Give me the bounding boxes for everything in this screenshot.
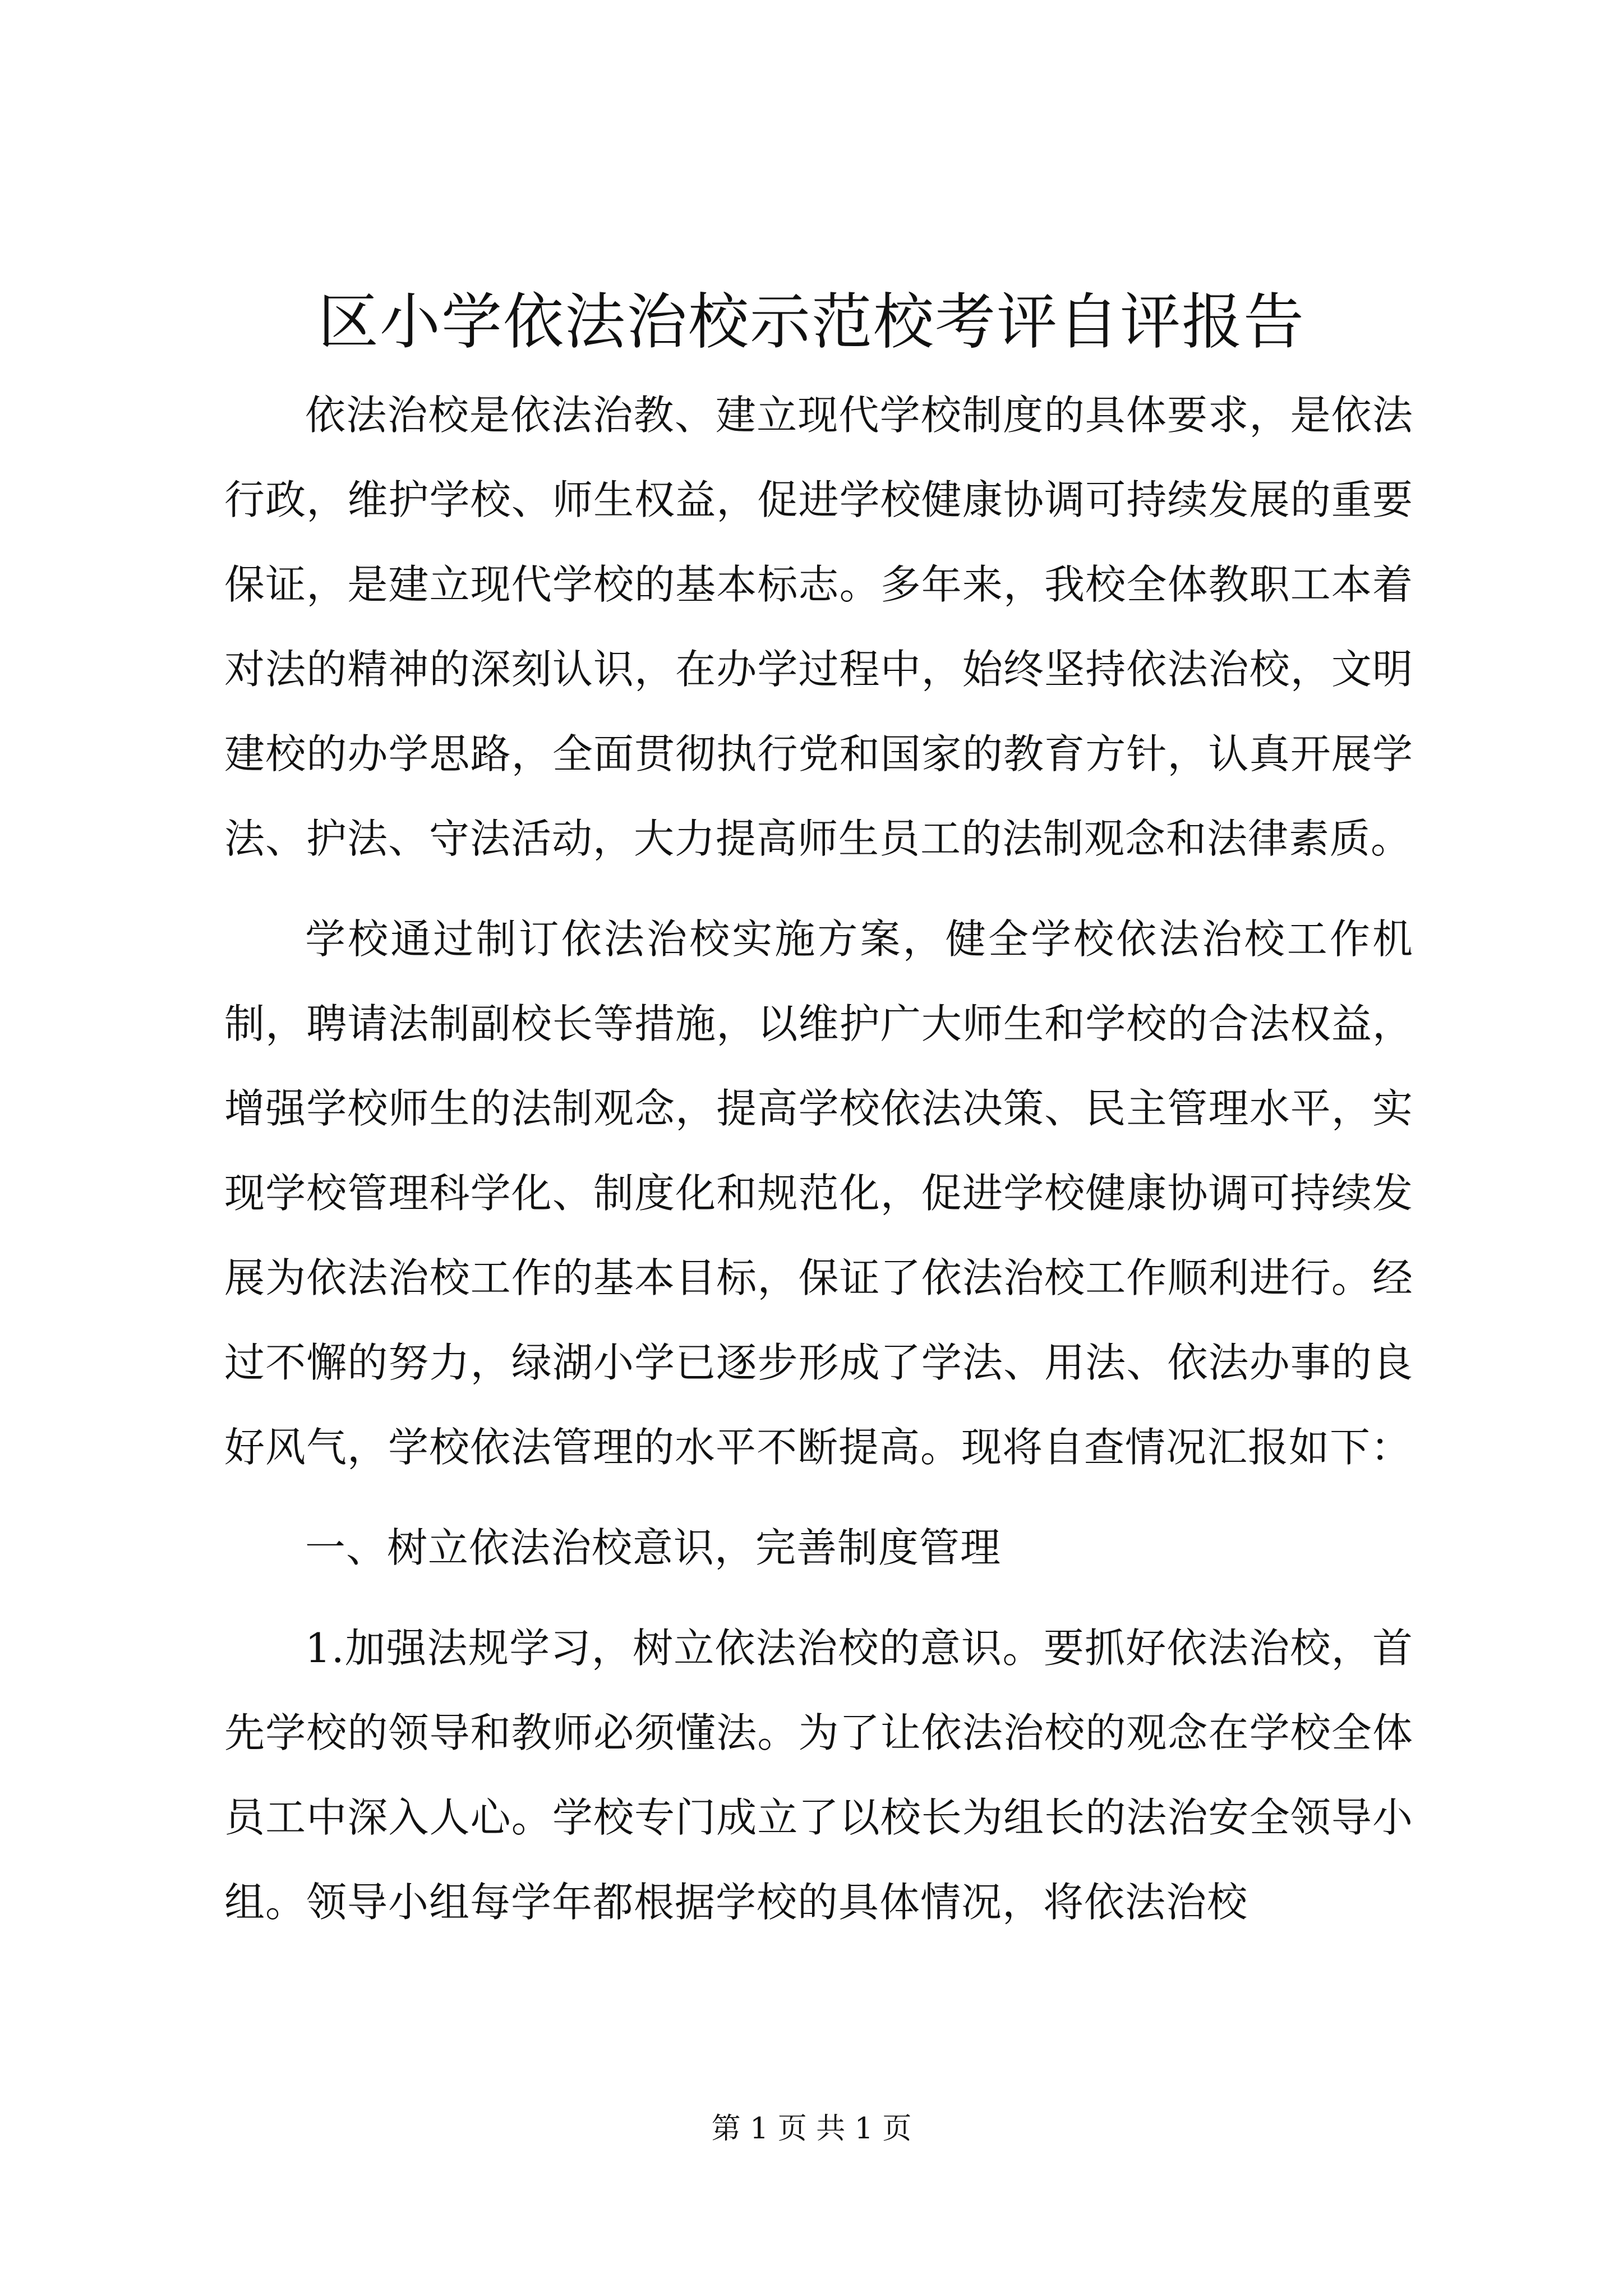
section-heading-1: 一、树立依法治校意识，完善制度管理 <box>305 1524 1002 1571</box>
paragraph-law-study: 1.加强法规学习，树立依法治校的意识。要抓好依法治校，首先学校的领导和教师必须懂法。为了让依法治校的观念在学校全体员工中深入人心。学校专门成立了以校长为组长的法治安全领导小组。领导小组每学年都根据学校的具体情况，将依法治校 <box>224 1625 1413 1926</box>
page-footer: 第 1 页 共 1 页 <box>711 2112 912 2146</box>
paragraph-measures: 学校通过制订依法治校实施方案，健全学校依法治校工作机制，聘请法制副校长等措施，以维护广大师生和学校的合法权益，增强学校师生的法制观念，提高学校依法决策、民主管理水平，实现学校管理科学化、制度化和规范化，促进学校健康协调可持续发展为依法治校工作的基本目标，保证了依法治校工作顺利进行。经过不懈的努力，绿湖小学已逐步形成了学法、用法、依法办事的良好风气，学校依法管理的水平不断提高。现将自查情况汇报如下： <box>224 915 1413 1471</box>
document-title: 区小学依法治校示范校考评自评报告 <box>317 287 1305 357</box>
document-body <box>224 373 1413 1961</box>
paragraph-intro: 依法治校是依法治教、建立现代学校制度的具体要求，是依法行政，维护学校、师生权益，促进学校健康协调可持续发展的重要保证，是建立现代学校的基本标志。多年来，我校全体教职工本着对法的精神的深刻认识，在办学过程中，始终坚持依法治校，文明建校的办学思路，全面贯彻执行党和国家的教育方针，认真开展学法、护法、守法活动，大力提高师生员工的法制观念和法律素质。 <box>224 392 1413 862</box>
